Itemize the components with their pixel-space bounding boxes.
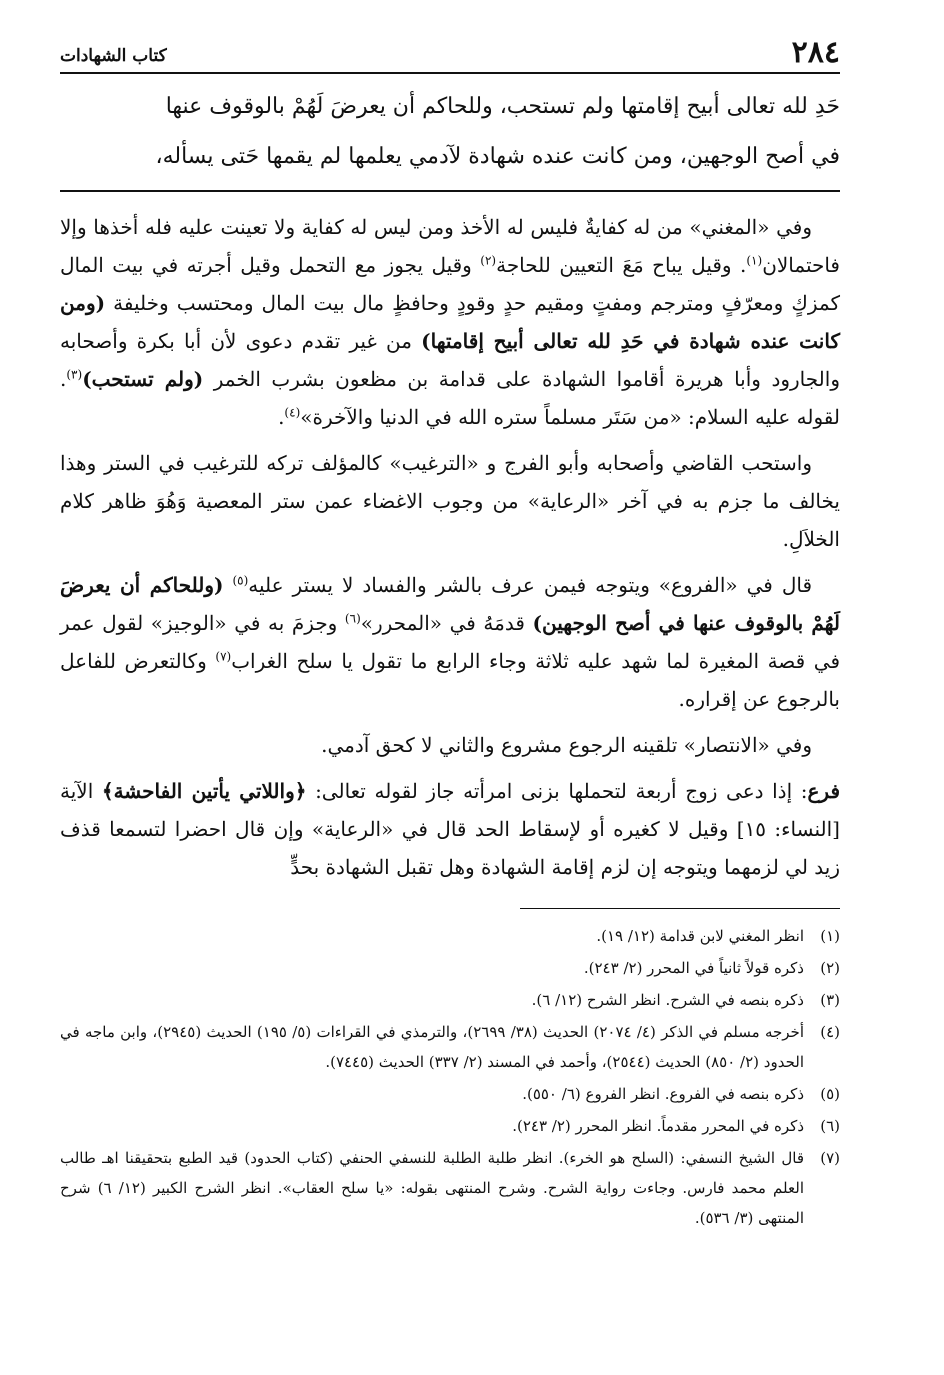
footnote-text: قال الشيخ النسفي: (السلح هو الخرء). انظر طلبة الطلبة للنسفي الحنفي (كتاب الحدود) قيد الطبع بتحقيقنا اهـ طالب العلم محمد فارس. وجاءت رواية الشرح. وشرح المنتهى بقوله: «يا سلح العقاب». انظر الشرح الكبير (١٢/ ٦) شرح المنتهى (٣/ ٥٣٦). (60, 1149, 804, 1227)
footnote-number: (٦) (820, 1117, 840, 1135)
section-label: فرع (807, 779, 841, 803)
footnote-ref: (٦) (344, 611, 361, 626)
quoted-main-text: (ومن كانت عنده شهادة في حَدِ لله تعالى أبيح إقامتها) (60, 291, 840, 353)
text-run: الآية [النساء: ١٥] وقيل لا كغيره أو لإسقاط الحد قال في «الرعاية» وإن قال احضرا لتسمعا قذف زيد لي لزمهما ويتوجه إن لزم إقامة الشهادة وهل تقبل الشهادة بحدٍّ (60, 779, 840, 879)
quoted-main-text: (ولم تستحب) (82, 367, 204, 391)
page-number: ٢٨٤ (791, 35, 840, 70)
quran-quote: ﴿واللاتي يأتين الفاحشة﴾ (101, 779, 307, 803)
main-text (60, 82, 840, 182)
commentary-paragraph (60, 772, 840, 886)
footnote (60, 985, 840, 1015)
commentary-paragraph: وفي «الانتصار» تلقينه الرجوع مشروع والثاني لا كحق آدمي. (321, 733, 812, 757)
footnote-text: ذكره قولاً ثانياً في المحرر (٢/ ٢٤٣). (583, 959, 804, 977)
text-run: وفي «المغني» من له كفايةٌ فليس له الأخذ ومن ليس له كفاية ولا تعينت عليه فله أخذها وإلا فاحتمالان (60, 215, 840, 277)
footnote-ref: (٥) (232, 573, 249, 588)
main-text-line: في أصح الوجهين، ومن كانت عنده شهادة لآدمي يعلمها لم يقمها حَتى يسأله، (155, 144, 840, 169)
footnote-ref: (١) (746, 253, 763, 268)
text-run: : إذا دعى زوج أربعة لتحملها بزنى امرأته جاز لقوله تعالى: (306, 779, 808, 803)
footnote-ref: (٤) (284, 405, 301, 420)
quoted-main-text: (وللحاكم أن يعرضَ لَهُمْ بالوقوف عنها في أصح الوجهين) (60, 573, 840, 635)
text-run: . (278, 405, 285, 429)
footnote (60, 1111, 840, 1141)
commentary-paragraph: واستحب القاضي وأصحابه وأبو الفرج و «الترغيب» كالمؤلف تركه للترغيب في الستر وهذا يخالف ما جزم به في آخر «الرعاية» من وجوب الاغضاء عمن ستر المعصية وَهُوَ ظاهر كلام الخلاَلِ. (60, 451, 840, 551)
text-run: قال في «الفروع» ويتوجه فيمن عرف بالشر والفساد لا يستر عليه (248, 573, 813, 597)
footnote (60, 1079, 840, 1109)
footnote-number: (١) (820, 927, 840, 945)
footnote-number: (٣) (820, 991, 840, 1009)
footnote (60, 921, 840, 951)
main-text-divider (60, 190, 840, 192)
footnote-ref: (٧) (215, 649, 232, 664)
main-text-line: حَدِ لله تعالى أبيح إقامتها ولم تستحب، وللحاكم أن يعرضَ لَهُمْ بالوقوف عنها (165, 94, 840, 119)
footnote-number: (٢) (820, 959, 840, 977)
footnote-text: أخرجه مسلم في الذكر (٤/ ٢٠٧٤) الحديث (٣٨/ ٢٦٩٩)، والترمذي في القراءات (٥/ ١٩٥) الحديث (٢٩٤٥)، وابن ماجه في الحدود (٢/ ٨٥٠) الحديث (٢٥٤٤)، وأحمد في المسند (٢/ ٣٣٧) الحديث (٧٤٤٥). (60, 1023, 804, 1071)
text-run: وكالتعرض للفاعل بالرجوع عن إقراره. (60, 649, 840, 711)
text-run: قدمَهُ في «المحرر» (360, 611, 533, 635)
footnote-text: ذكره في المحرر مقدماً. انظر المحرر (٢/ ٢٤٣). (512, 1117, 804, 1135)
commentary-paragraph (60, 208, 840, 436)
footnote-ref: (٣) (66, 367, 83, 382)
footnote-ref: (٢) (480, 253, 497, 268)
text-run: . لقوله عليه السلام: «من سَتَر مسلماً ستره الله في الدنيا والآخرة» (60, 367, 840, 429)
text-run: وجزمَ به في «الوجيز» لقول عمر في قصة المغيرة لما شهد عليه ثلاثة وجاء الرابع ما تقول يا سلح الغراب (60, 611, 840, 673)
footnote-text: انظر المغني لابن قدامة (١٢/ ١٩). (596, 927, 804, 945)
footnotes-divider (520, 908, 840, 909)
chapter-title: كتاب الشهادات (60, 46, 167, 66)
text-run: وقيل يجوز مع التحمل وقيل أجرته في بيت المال كمزكٍ ومعرّفٍ ومترجم ومفتٍ ومقيم حدٍ وقودٍ وحافظٍ مال بيت المال ومحتسب وخليفة (60, 253, 840, 315)
text-run: . وقيل يباح مَعَ التعيين للحاجة (496, 253, 747, 277)
footnote-number: (٤) (820, 1023, 840, 1041)
commentary-paragraph (60, 566, 840, 718)
footnote-number: (٧) (820, 1149, 840, 1167)
footnote (60, 1017, 840, 1077)
running-header (60, 28, 840, 74)
footnotes (60, 921, 840, 1233)
commentary (60, 208, 840, 886)
book-page (60, 28, 840, 1348)
footnote-text: ذكره بنصه في الشرح. انظر الشرح (١٢/ ٦). (531, 991, 804, 1009)
footnote-number: (٥) (820, 1085, 840, 1103)
footnote (60, 1143, 840, 1233)
footnote-text: ذكره بنصه في الفروع. انظر الفروع (٦/ ٥٥٠). (522, 1085, 804, 1103)
footnote (60, 953, 840, 983)
text-run: من غير تقدم دعوى لأن أبا بكرة وأصحابه والجارود وأبا هريرة أقاموا الشهادة على قدامة بن مظعون بشرب الخمر (60, 329, 840, 391)
